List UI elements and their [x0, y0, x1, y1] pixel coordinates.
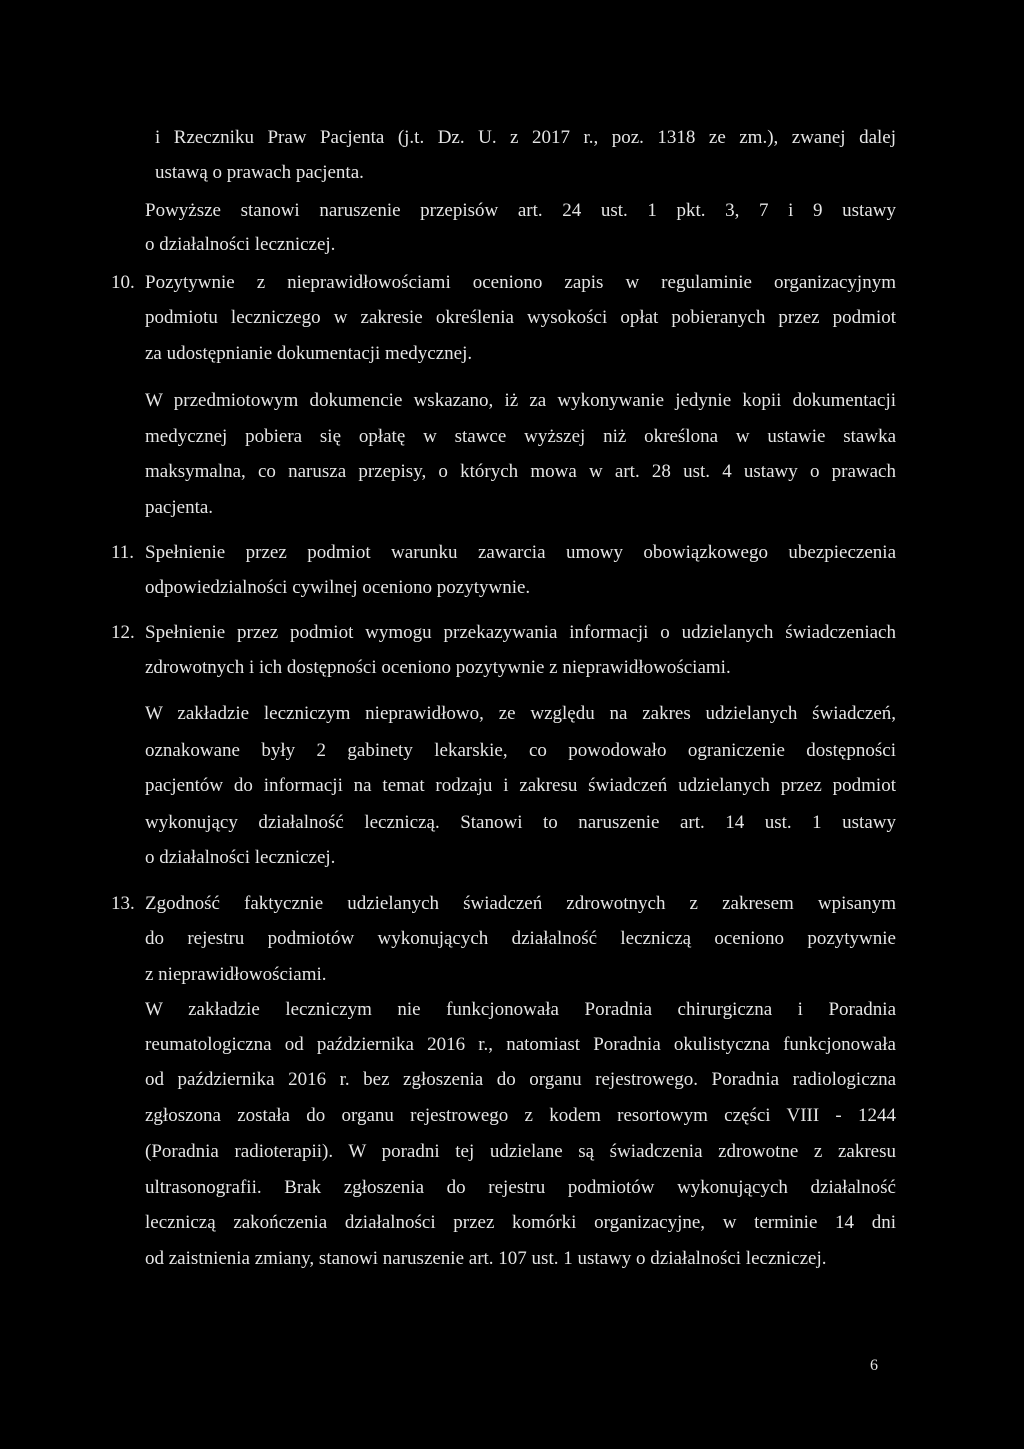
- text-line: zgłoszona została do organu rejestrowego z kodem resortowym części VIII - 1244: [145, 1105, 896, 1126]
- text-line: z nieprawidłowościami.: [145, 964, 327, 985]
- text-line: Zgodność faktycznie udzielanych świadczeń zdrowotnych z zakresem wpisanym: [145, 893, 896, 914]
- section-number-11: 11.: [111, 542, 135, 563]
- text-line: pacjentów do informacji na temat rodzaju i zakresu świadczeń udzielanych przez podmiot: [145, 775, 896, 796]
- text-line: o działalności leczniczej.: [145, 847, 336, 868]
- text-line: Spełnienie przez podmiot warunku zawarcia umowy obowiązkowego ubezpieczenia: [145, 542, 896, 563]
- text-line: medycznej pobiera się opłatę w stawce wyższej niż określona w ustawie stawka: [145, 426, 896, 447]
- text-line: oznakowane były 2 gabinety lekarskie, co powodowało ograniczenie dostępności: [145, 740, 896, 761]
- text-line: Spełnienie przez podmiot wymogu przekazywania informacji o udzielanych świadczeniach: [145, 622, 896, 643]
- text-line: za udostępnianie dokumentacji medycznej.: [145, 343, 473, 364]
- text-line: Powyższe stanowi naruszenie przepisów art. 24 ust. 1 pkt. 3, 7 i 9 ustawy: [145, 200, 896, 221]
- text-line: odpowiedzialności cywilnej oceniono pozytywnie.: [145, 577, 531, 598]
- text-line: maksymalna, co narusza przepisy, o których mowa w art. 28 ust. 4 ustawy o prawach: [145, 461, 896, 482]
- text-line: podmiotu leczniczego w zakresie określenia wysokości opłat pobieranych przez podmiot: [145, 307, 896, 328]
- section-number-10: 10.: [111, 272, 135, 293]
- text-line: od października 2016 r. bez zgłoszenia do organu rejestrowego. Poradnia radiologiczna: [145, 1069, 896, 1090]
- text-line: W zakładzie leczniczym nieprawidłowo, ze względu na zakres udzielanych świadczeń,: [145, 703, 896, 724]
- text-line: W przedmiotowym dokumencie wskazano, iż za wykonywanie jedynie kopii dokumentacji: [145, 390, 896, 411]
- section-number-12: 12.: [111, 622, 135, 643]
- text-line: do rejestru podmiotów wykonujących działalność leczniczą oceniono pozytywnie: [145, 928, 896, 949]
- text-line: pacjenta.: [145, 497, 214, 518]
- text-line: i Rzeczniku Praw Pacjenta (j.t. Dz. U. z 2017 r., poz. 1318 ze zm.), zwanej dalej: [155, 127, 896, 148]
- text-line: o działalności leczniczej.: [145, 234, 336, 255]
- text-line: Pozytywnie z nieprawidłowościami oceniono zapis w regulaminie organizacyjnym: [145, 272, 896, 293]
- text-line: ultrasonografii. Brak zgłoszenia do rejestru podmiotów wykonujących działalność: [145, 1177, 896, 1198]
- text-line: zdrowotnych i ich dostępności oceniono pozytywnie z nieprawidłowościami.: [145, 657, 731, 678]
- text-line: W zakładzie leczniczym nie funkcjonowała Poradnia chirurgiczna i Poradnia: [145, 999, 896, 1020]
- text-line: reumatologiczna od października 2016 r., natomiast Poradnia okulistyczna funkcjonowała: [145, 1034, 896, 1055]
- text-line: wykonujący działalność leczniczą. Stanowi to naruszenie art. 14 ust. 1 ustawy: [145, 812, 896, 833]
- text-line: (Poradnia radioterapii). W poradni tej udzielane są świadczenia zdrowotne z zakresu: [145, 1141, 896, 1162]
- text-line: leczniczą zakończenia działalności przez komórki organizacyjne, w terminie 14 dni: [145, 1212, 896, 1233]
- text-line: ustawą o prawach pacjenta.: [155, 162, 364, 183]
- section-number-13: 13.: [111, 893, 135, 914]
- page-number: 6: [870, 1357, 878, 1374]
- text-line: od zaistnienia zmiany, stanowi naruszenie art. 107 ust. 1 ustawy o działalności leczniczej.: [145, 1248, 827, 1269]
